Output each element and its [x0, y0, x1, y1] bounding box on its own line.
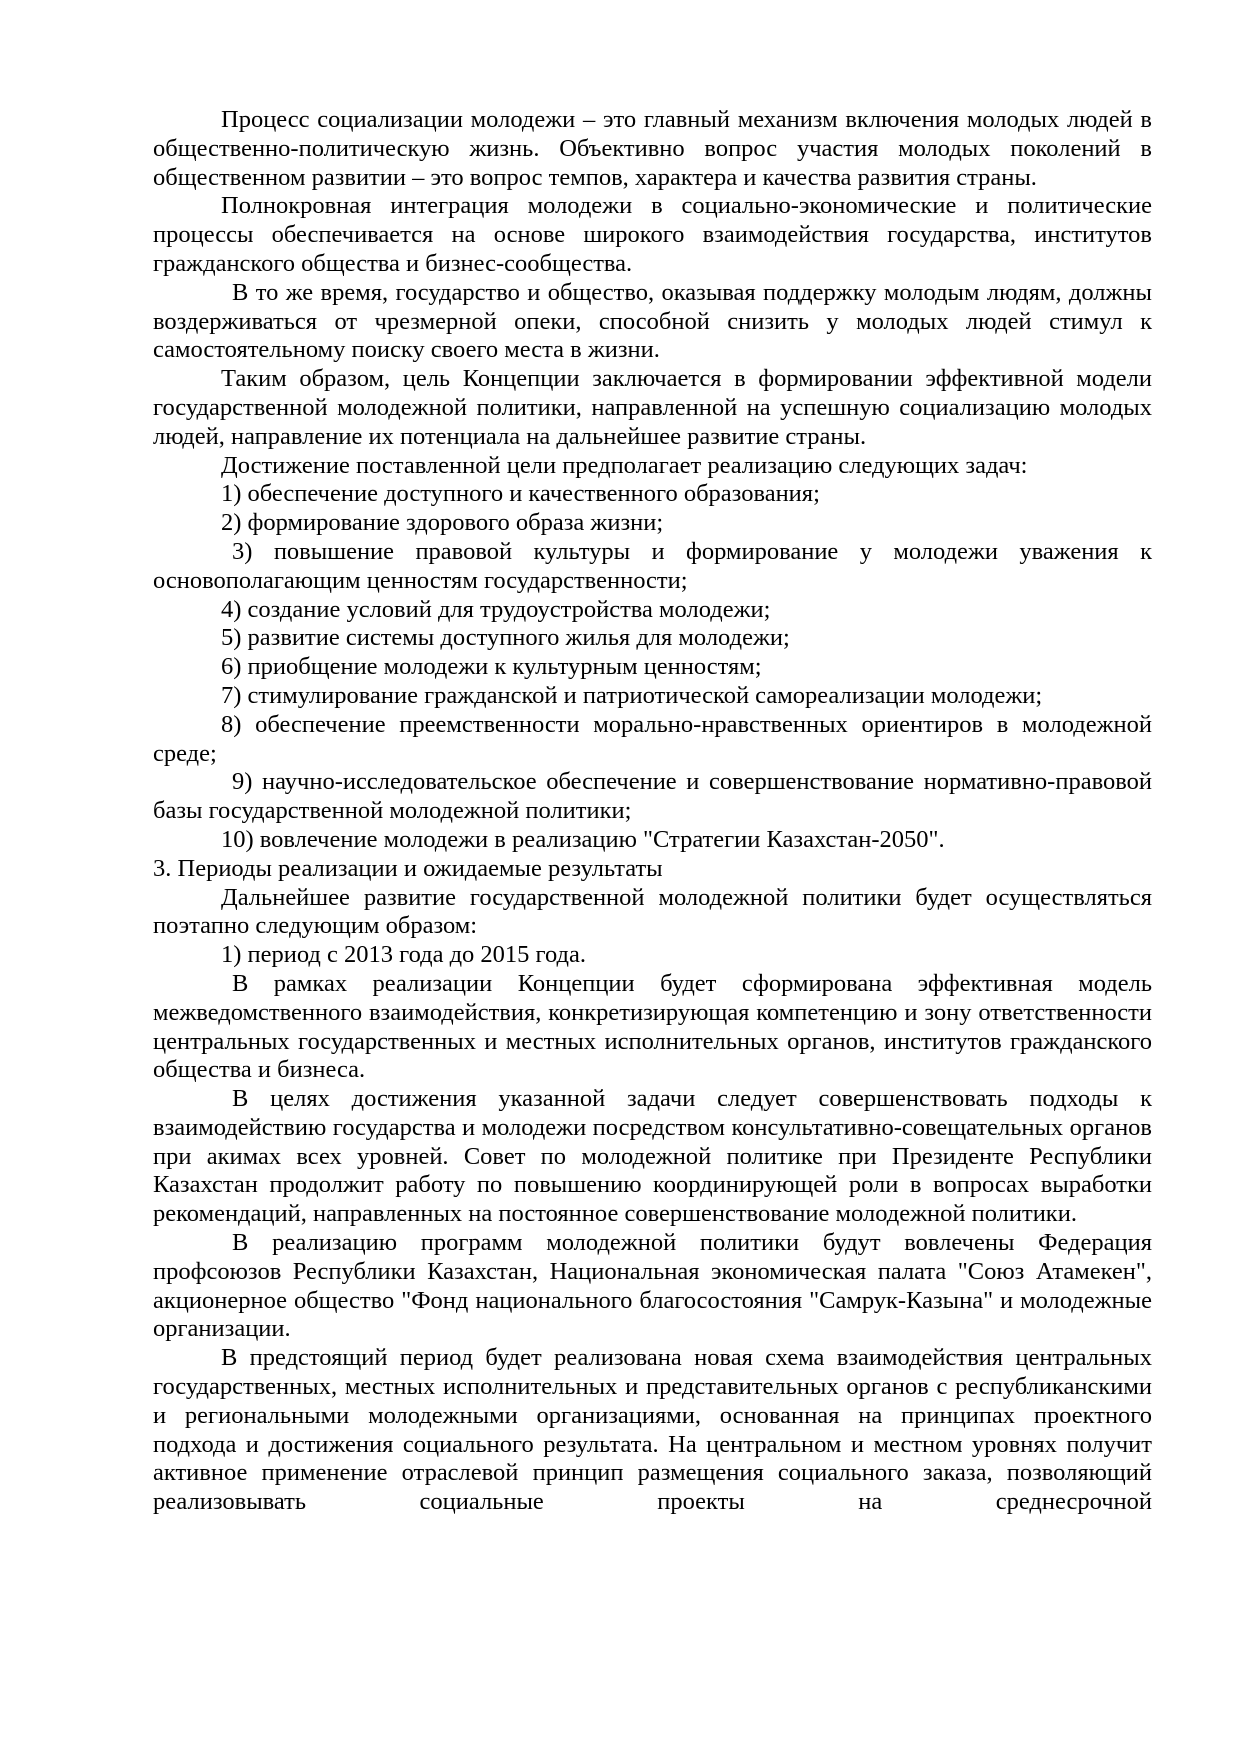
list-item: 1) обеспечение доступного и качественного образования;	[221, 480, 820, 508]
paragraph: Процесс социализации молодежи – это главный механизм включения молодых людей в общественно-политическую жизнь. Объективно вопрос участия молодых поколений в общественном развитии – это вопрос темпов, характера и качества развития страны.	[153, 106, 1152, 191]
list-item: 5) развитие системы доступного жилья для молодежи;	[221, 624, 790, 652]
paragraph: В целях достижения указанной задачи следует совершенствовать подходы к взаимодействию государства и молодежи посредством консультативно-совещательных органов при акимах всех уровней. Совет по молодежной политике при Президенте Республики Казахстан продолжит работу по повышению координирующей роли в вопросах выработки рекомендаций, направленных на постоянное совершенствование молодежной политики.	[153, 1085, 1152, 1228]
paragraph: Дальнейшее развитие государственной молодежной политики будет осуществляться поэтапно следующим образом:	[153, 883, 1152, 940]
list-item: 2) формирование здорового образа жизни;	[221, 509, 664, 537]
section-heading: 3. Периоды реализации и ожидаемые результаты	[153, 854, 663, 882]
paragraph: В предстоящий период будет реализована новая схема взаимодействия центральных государственных, местных исполнительных и представительных органов с республиканскими и региональными молодежными организациями, основанная на принципах проектного подхода и достижения социального результата. На центральном и местном уровнях получит активное применение отраслевой принцип размещения социального заказа, позволяющий реализовывать социальные проекты на среднесрочной	[153, 1344, 1152, 1516]
list-item: 7) стимулирование гражданской и патриотической самореализации молодежи;	[221, 681, 1043, 709]
paragraph: Таким образом, цель Концепции заключается в формировании эффективной модели государственной молодежной политики, направленной на успешную социализацию молодых людей, направление их потенциала на дальнейшее развитие страны.	[153, 365, 1152, 450]
list-item: 10) вовлечение молодежи в реализацию "Стратегии Казахстан-2050".	[221, 825, 945, 853]
paragraph: В рамках реализации Концепции будет сформирована эффективная модель межведомственного взаимодействия, конкретизирующая компетенцию и зону ответственности центральных государственных и местных исполнительных органов, институтов гражданского общества и бизнеса.	[153, 969, 1152, 1084]
list-item: 9) научно-исследовательское обеспечение и совершенствование нормативно-правовой базы государственной молодежной политики;	[153, 768, 1152, 825]
document-body	[153, 106, 1152, 1517]
paragraph: В реализацию программ молодежной политики будут вовлечены Федерация профсоюзов Республики Казахстан, Национальная экономическая палата "Союз Атамекен", акционерное общество "Фонд национального благосостояния "Самрук-Казына" и молодежные организации.	[153, 1229, 1152, 1343]
paragraph: В то же время, государство и общество, оказывая поддержку молодым людям, должны воздерживаться от чрезмерной опеки, способной снизить у молодых людей стимул к самостоятельному поиску своего места в жизни.	[153, 278, 1152, 364]
list-item: 6) приобщение молодежи к культурным ценностям;	[221, 653, 762, 681]
paragraph: Достижение поставленной цели предполагает реализацию следующих задач:	[221, 451, 1028, 479]
list-item: 3) повышение правовой культуры и формирование у молодежи уважения к основополагающим ценностям государственности;	[153, 537, 1152, 594]
list-item: 4) создание условий для трудоустройства молодежи;	[221, 595, 771, 623]
list-item: 8) обеспечение преемственности морально-нравственных ориентиров в молодежной среде;	[153, 710, 1152, 767]
paragraph: Полнокровная интеграция молодежи в социально-экономические и политические процессы обеспечивается на основе широкого взаимодействия государства, институтов гражданского общества и бизнес-сообщества.	[153, 192, 1152, 277]
list-item: 1) период с 2013 года до 2015 года.	[221, 941, 586, 969]
